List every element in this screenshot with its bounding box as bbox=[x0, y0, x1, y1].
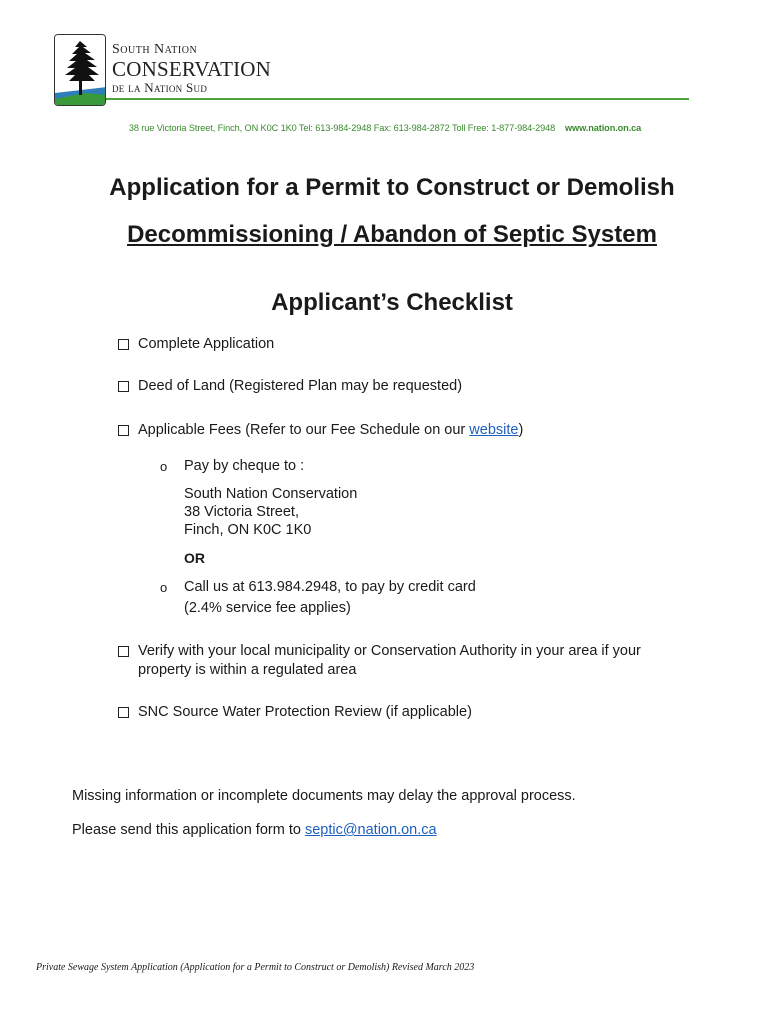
checklist-item-source-water-review bbox=[118, 703, 472, 722]
fees-text: Applicable Fees (Refer to our Fee Schedule on our bbox=[138, 422, 470, 438]
checkbox[interactable] bbox=[118, 646, 129, 657]
org-name-line2: CONSERVATION bbox=[112, 57, 272, 81]
payee-street: 38 Victoria Street, bbox=[184, 504, 299, 520]
send-instruction bbox=[72, 822, 437, 838]
header-divider bbox=[106, 98, 689, 100]
org-name-line1: South Nation bbox=[112, 42, 198, 57]
payment-option-call bbox=[160, 578, 476, 618]
checklist-item-label bbox=[138, 642, 641, 680]
payment-option-label: Pay by cheque to : bbox=[184, 458, 305, 474]
bullet-icon: o bbox=[160, 459, 168, 474]
checkbox[interactable] bbox=[118, 381, 129, 392]
checklist-item-label bbox=[138, 421, 523, 440]
payment-option-label bbox=[184, 578, 476, 618]
payment-option-cheque bbox=[160, 457, 304, 476]
org-name-line3: de la Nation Sud bbox=[112, 80, 208, 95]
contact-line bbox=[0, 123, 770, 133]
organization-logo bbox=[112, 42, 271, 95]
verify-line2: property is within a regulated area bbox=[138, 662, 357, 678]
missing-info-note: Missing information or incomplete documents may delay the approval process. bbox=[72, 788, 576, 804]
call-line2: (2.4% service fee applies) bbox=[184, 600, 351, 616]
email-link[interactable]: septic@nation.on.ca bbox=[304, 822, 437, 838]
bullet-icon: o bbox=[160, 580, 168, 595]
checklist-item-applicable-fees bbox=[118, 421, 523, 440]
or-separator: OR bbox=[184, 550, 205, 566]
website-link[interactable]: www.nation.on.ca bbox=[565, 123, 642, 133]
checkbox[interactable] bbox=[118, 339, 129, 350]
verify-line1: Verify with your local municipality or Conservation Authority in your area if your bbox=[138, 643, 641, 659]
send-text: Please send this application form to bbox=[72, 822, 305, 838]
call-line1: Call us at 613.984.2948, to pay by credit card bbox=[184, 579, 476, 595]
pine-tree-icon bbox=[55, 35, 106, 106]
checklist-item-complete-application bbox=[118, 335, 274, 354]
checklist-item-verify-regulated-area bbox=[118, 642, 641, 680]
document-footer: Private Sewage System Application (Application for a Permit to Construct or Demolish) Revised March 2023 bbox=[36, 962, 475, 973]
checklist-heading: Applicant’s Checklist bbox=[271, 289, 513, 316]
fees-text-end: ) bbox=[518, 422, 524, 438]
contact-address: 38 rue Victoria Street, Finch, ON K0C 1K0 Tel: 613-984-2948 Fax: 613-984-2872 Toll Free: 1-877-984-2948 bbox=[128, 123, 556, 133]
payee-name: South Nation Conservation bbox=[184, 486, 358, 502]
payee-address bbox=[184, 485, 357, 539]
checklist-item-label: Complete Application bbox=[138, 336, 275, 352]
checkbox[interactable] bbox=[118, 425, 129, 436]
page-title: Application for a Permit to Construct or Demolish bbox=[109, 174, 675, 201]
page-subtitle: Decommissioning / Abandon of Septic System bbox=[127, 221, 657, 248]
payee-city: Finch, ON K0C 1K0 bbox=[184, 522, 312, 538]
checklist-item-label: Deed of Land (Registered Plan may be requested) bbox=[138, 378, 463, 394]
logo-emblem bbox=[54, 34, 106, 106]
checkbox[interactable] bbox=[118, 707, 129, 718]
checklist-item-deed-of-land bbox=[118, 377, 462, 396]
checklist-item-label: SNC Source Water Protection Review (if applicable) bbox=[138, 704, 472, 720]
fee-schedule-link[interactable]: website bbox=[469, 422, 519, 438]
